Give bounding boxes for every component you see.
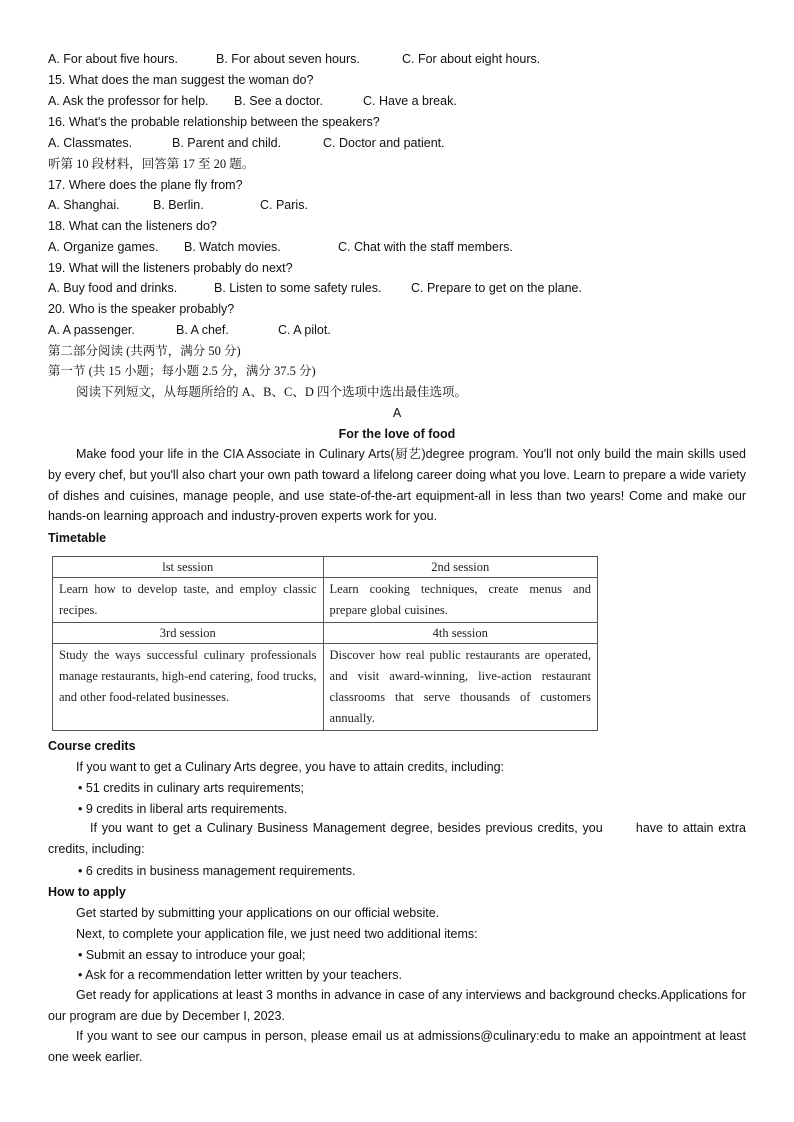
- session-3-description: Study the ways successful culinary professionals manage restaurants, high-end catering, food trucks, and other food-related businesses.: [53, 644, 324, 731]
- q20-stem: 20. Who is the speaker probably?: [48, 302, 235, 316]
- q19-option-c: C. Prepare to get on the plane.: [411, 281, 582, 295]
- q20-option-a: A. A passenger.: [48, 323, 135, 337]
- q17-option-a: A. Shanghai.: [48, 198, 120, 212]
- credits-item-1: • 51 credits in culinary arts requirements;: [78, 781, 304, 795]
- apply-heading: How to apply: [48, 885, 126, 899]
- reading-instruction: 阅读下列短文，从每题所给的 A、B、C、D 四个选项中选出最佳选项。: [76, 385, 467, 399]
- q15-option-a: A. Ask the professor for help.: [48, 94, 209, 108]
- apply-paragraph-1: Get started by submitting your applications on our official website.: [76, 906, 440, 920]
- session-4-description: Discover how real public restaurants are operated, and visit award-winning, live-action restaurant classrooms that serve thousands of customers annually.: [323, 644, 597, 731]
- q14-option-c: C. For about eight hours.: [402, 52, 541, 66]
- q16-option-a: A. Classmates.: [48, 136, 133, 150]
- q19-option-b: B. Listen to some safety rules.: [214, 281, 382, 295]
- apply-paragraph-2: Next, to complete your application file, we just need two additional items:: [76, 927, 478, 941]
- q20-option-c: C. A pilot.: [278, 323, 331, 337]
- q19-stem: 19. What will the listeners probably do next?: [48, 261, 293, 275]
- reading-section-title: 第一节 (共 15 小题；每小题 2.5 分，满分 37.5 分): [48, 364, 316, 378]
- q16-option-c: C. Doctor and patient.: [323, 136, 445, 150]
- q16-option-b: B. Parent and child.: [172, 136, 282, 150]
- apply-item-2: • Ask for a recommendation letter written by your teachers.: [78, 968, 402, 982]
- session-3-heading: 3rd session: [53, 623, 324, 644]
- q15-stem: 15. What does the man suggest the woman do?: [48, 73, 314, 87]
- q17-stem: 17. Where does the plane fly from?: [48, 178, 243, 192]
- credits-intro: If you want to get a Culinary Arts degree, you have to attain credits, including:: [76, 760, 505, 774]
- passage-intro: Make food your life in the CIA Associate in Culinary Arts(厨艺)degree program. You'll not only build the main skills used by every chef, but you'll also chart your own path toward a lifelong career doing what you love. Learn to prepare a wide variety of dishes and cuisines, manage people, and use state-of-the-art equipment-all in less than two years! Come and make our hands-on learning approach and industry-proven experts work for you.: [48, 447, 746, 524]
- credits-extra: If you want to get a Culinary Business Management degree, besides previous credits, you have to attain extra credits, including:: [48, 821, 750, 856]
- apply-paragraph-3: Get ready for applications at least 3 months in advance in case of any interviews and background checks.Applications for our program are due by December I, 2023.: [48, 988, 746, 1023]
- timetable-table: [52, 556, 598, 731]
- q19-option-a: A. Buy food and drinks.: [48, 281, 178, 295]
- q14-option-a: A. For about five hours.: [48, 52, 178, 66]
- session-4-heading: 4th session: [323, 623, 597, 644]
- session-2-description: Learn cooking techniques, create menus and prepare global cuisines.: [323, 578, 597, 623]
- q14-option-b: B. For about seven hours.: [216, 52, 360, 66]
- q18-option-b: B. Watch movies.: [184, 240, 281, 254]
- passage10-instruction: 听第 10 段材料，回答第 17 至 20 题。: [48, 157, 255, 171]
- passage-label: A: [392, 406, 402, 420]
- apply-paragraph-4: If you want to see our campus in person, please email us at admissions@culinary:edu to make an appointment at least one week earlier.: [48, 1029, 746, 1064]
- q17-option-c: C. Paris.: [260, 198, 308, 212]
- q18-option-a: A. Organize games.: [48, 240, 159, 254]
- q15-option-b: B. See a doctor.: [234, 94, 323, 108]
- q18-stem: 18. What can the listeners do?: [48, 219, 217, 233]
- q20-option-b: B. A chef.: [176, 323, 229, 337]
- reading-part-title: 第二部分阅读 (共两节，满分 50 分): [48, 344, 241, 358]
- q15-option-c: C. Have a break.: [363, 94, 457, 108]
- credits-item-2: • 9 credits in liberal arts requirements.: [78, 802, 288, 816]
- credits-heading: Course credits: [48, 739, 136, 753]
- apply-item-1: • Submit an essay to introduce your goal;: [78, 948, 306, 962]
- credits-extra-item: • 6 credits in business management requirements.: [78, 864, 356, 878]
- session-1-heading: lst session: [53, 557, 324, 578]
- session-1-description: Learn how to develop taste, and employ classic recipes.: [53, 578, 324, 623]
- passage-title: For the love of food: [338, 427, 456, 441]
- q16-stem: 16. What's the probable relationship between the speakers?: [48, 115, 380, 129]
- session-2-heading: 2nd session: [323, 557, 597, 578]
- q18-option-c: C. Chat with the staff members.: [338, 240, 513, 254]
- timetable-heading: Timetable: [48, 531, 107, 545]
- q17-option-b: B. Berlin.: [153, 198, 204, 212]
